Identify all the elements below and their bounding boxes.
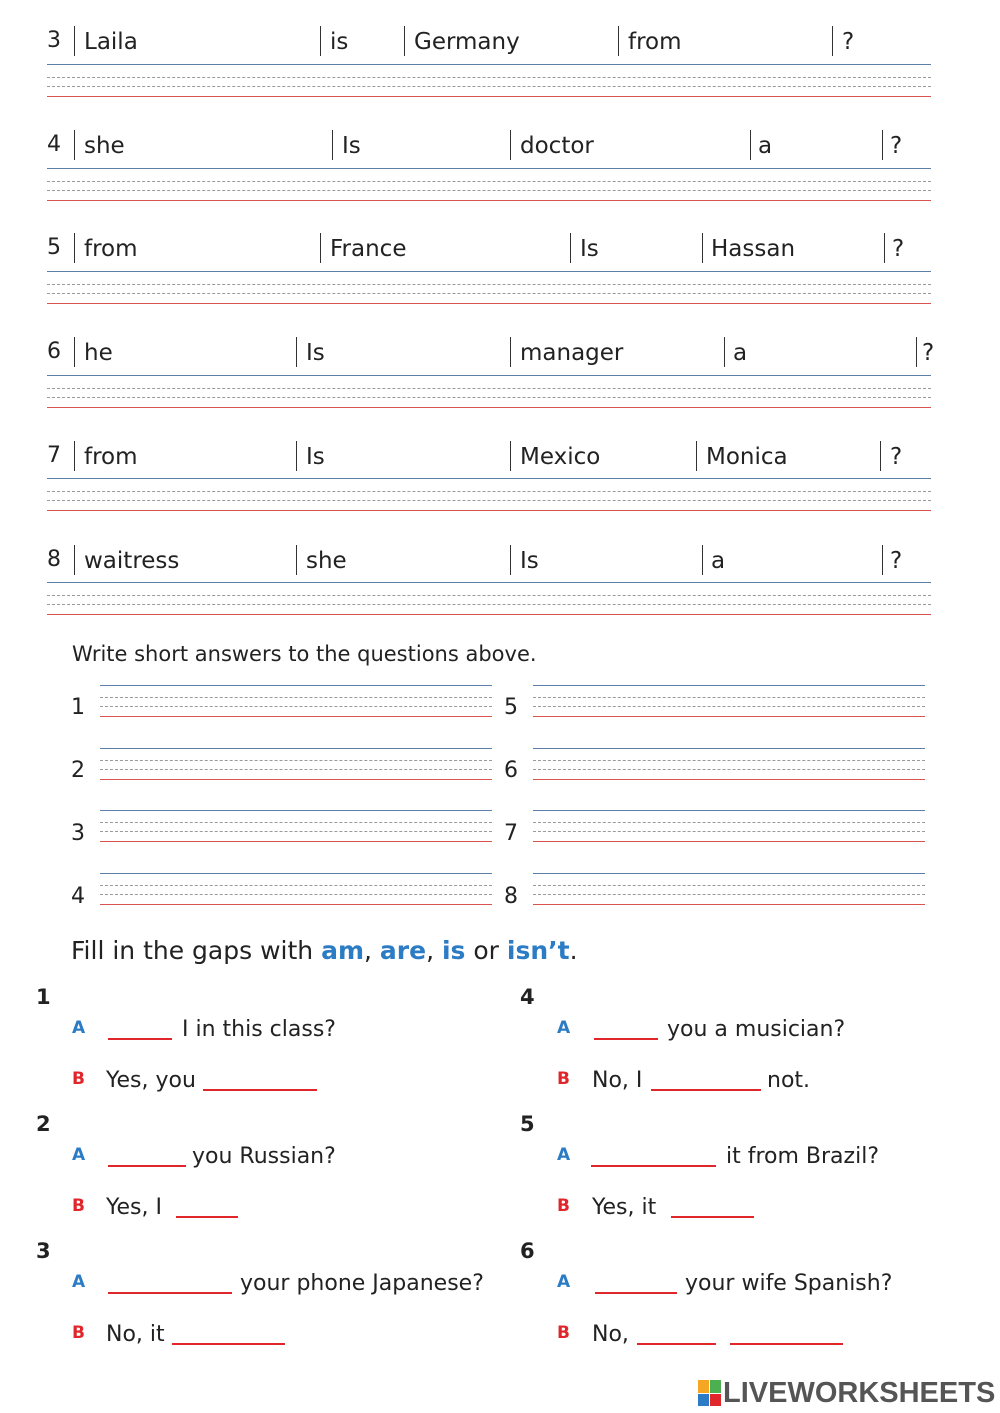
gap-1b[interactable]	[203, 1089, 317, 1091]
row-number: 8	[47, 547, 61, 572]
gap-5b[interactable]	[671, 1216, 754, 1218]
gap-4a[interactable]	[594, 1038, 658, 1040]
row-number: 6	[47, 339, 61, 364]
word-tile[interactable]: Is	[342, 133, 361, 159]
gap-input[interactable]	[591, 1141, 720, 1167]
word-tile[interactable]: France	[330, 236, 407, 262]
answer-number: 2	[71, 758, 85, 783]
word-tile[interactable]: ?	[890, 548, 903, 574]
gap-input[interactable]	[108, 1141, 190, 1167]
label-b: B	[72, 1069, 85, 1089]
row-number: 5	[47, 235, 61, 260]
word-tile[interactable]: a	[711, 548, 726, 574]
word-tile[interactable]: a	[733, 340, 748, 366]
row-number: 7	[47, 443, 61, 468]
logo-mark-icon	[698, 1380, 720, 1406]
word-tile[interactable]: Monica	[706, 444, 788, 470]
exercise-number: 1	[36, 985, 51, 1009]
word-tile[interactable]: Hassan	[711, 236, 796, 262]
word-tile[interactable]: a	[758, 133, 773, 159]
word-tile[interactable]: ?	[842, 29, 855, 55]
gap-input[interactable]	[595, 1268, 681, 1294]
keyword-is: is	[441, 936, 466, 965]
label-b: B	[557, 1196, 570, 1216]
word-tile[interactable]: Laila	[84, 29, 138, 55]
sentence-text: No, it	[106, 1322, 165, 1347]
label-a: A	[72, 1018, 86, 1038]
sentence-text: Yes, you	[106, 1068, 196, 1093]
word-tile[interactable]: from	[628, 29, 682, 55]
word-tile[interactable]: waitress	[84, 548, 180, 574]
sentence-text: No,	[592, 1322, 629, 1347]
answer-number: 3	[71, 821, 85, 846]
exercise-number: 3	[36, 1239, 51, 1263]
sentence-text: it from Brazil?	[726, 1144, 879, 1169]
answer-input-7[interactable]	[533, 815, 929, 843]
sentence-text: you a musician?	[667, 1017, 846, 1042]
gap-input[interactable]	[176, 1192, 242, 1218]
gap-input[interactable]	[594, 1014, 662, 1040]
answer-number: 1	[71, 695, 85, 720]
gap-4b[interactable]	[651, 1089, 761, 1091]
gap-6a[interactable]	[595, 1292, 677, 1294]
word-tile[interactable]: she	[306, 548, 347, 574]
word-tile[interactable]: Is	[580, 236, 599, 262]
word-tile[interactable]: she	[84, 133, 125, 159]
answer-input-3[interactable]	[100, 815, 496, 843]
gap-3b[interactable]	[172, 1343, 285, 1345]
word-tile[interactable]: doctor	[520, 133, 594, 159]
label-b: B	[557, 1323, 570, 1343]
keyword-am: am	[321, 936, 364, 965]
fill-gaps-title: Fill in the gaps with am, are, is or isn’t.	[71, 936, 578, 965]
answer-input-1[interactable]	[100, 690, 496, 718]
label-b: B	[72, 1196, 85, 1216]
gap-6b[interactable]	[637, 1343, 716, 1345]
word-tile[interactable]: ?	[890, 444, 903, 470]
answer-number: 7	[504, 821, 518, 846]
gap-6c[interactable]	[730, 1343, 843, 1345]
word-tile[interactable]: he	[84, 340, 113, 366]
gap-2b[interactable]	[176, 1216, 238, 1218]
gap-5a[interactable]	[591, 1165, 716, 1167]
gap-3a[interactable]	[108, 1292, 232, 1294]
word-tile[interactable]: Germany	[414, 29, 520, 55]
sentence-text: Yes, I	[106, 1195, 162, 1220]
sentence-text: your phone Japanese?	[240, 1271, 484, 1296]
short-answers-instruction: Write short answers to the questions above.	[72, 642, 537, 666]
exercise-number: 4	[520, 985, 535, 1009]
gap-input[interactable]	[108, 1014, 176, 1040]
word-tile[interactable]: Mexico	[520, 444, 601, 470]
answer-input-2[interactable]	[100, 753, 496, 781]
word-tile[interactable]: Is	[306, 340, 325, 366]
gap-input[interactable]	[108, 1268, 236, 1294]
word-tile[interactable]: ?	[890, 133, 903, 159]
exercise-number: 2	[36, 1112, 51, 1136]
row-number: 4	[47, 132, 61, 157]
answer-input-8[interactable]	[533, 878, 929, 906]
gap-input[interactable]	[671, 1192, 758, 1218]
label-a: A	[557, 1272, 571, 1292]
gap-input[interactable]	[651, 1065, 765, 1091]
label-b: B	[557, 1069, 570, 1089]
word-tile[interactable]: is	[330, 29, 349, 55]
gap-1a[interactable]	[108, 1038, 172, 1040]
label-a: A	[557, 1018, 571, 1038]
gap-input[interactable]	[172, 1319, 289, 1345]
sentence-text: not.	[767, 1068, 811, 1093]
sentence-text: I in this class?	[182, 1017, 336, 1042]
answer-number: 5	[504, 695, 518, 720]
answer-input-6[interactable]	[533, 753, 929, 781]
gap-input[interactable]	[637, 1319, 720, 1345]
label-a: A	[72, 1145, 86, 1165]
gap-input[interactable]	[730, 1319, 847, 1345]
answer-number: 6	[504, 758, 518, 783]
exercise-number: 6	[520, 1239, 535, 1263]
sentence-text: No, I	[592, 1068, 643, 1093]
sentence-text: your wife Spanish?	[685, 1271, 893, 1296]
row-number: 3	[47, 28, 61, 53]
answer-input-4[interactable]	[100, 878, 496, 906]
label-a: A	[557, 1145, 571, 1165]
word-tile[interactable]: from	[84, 444, 138, 470]
logo-text: LIVEWORKSHEETS	[723, 1376, 996, 1409]
sentence-text: you Russian?	[192, 1144, 336, 1169]
label-b: B	[72, 1323, 85, 1343]
sentence-text: Yes, it	[592, 1195, 657, 1220]
word-tile[interactable]: from	[84, 236, 138, 262]
gap-2a[interactable]	[108, 1165, 186, 1167]
word-tile[interactable]: manager	[520, 340, 624, 366]
word-tile[interactable]: ?	[922, 340, 935, 366]
liveworksheets-logo	[698, 1378, 995, 1408]
answer-number: 8	[504, 884, 518, 909]
word-tile[interactable]: ?	[892, 236, 905, 262]
word-tile[interactable]: Is	[306, 444, 325, 470]
word-tile[interactable]: Is	[520, 548, 539, 574]
answer-input-5[interactable]	[533, 690, 929, 718]
label-a: A	[72, 1272, 86, 1292]
answer-number: 4	[71, 884, 85, 909]
exercise-number: 5	[520, 1112, 535, 1136]
keyword-isnt: isn’t	[506, 936, 570, 965]
keyword-are: are	[379, 936, 427, 965]
gap-input[interactable]	[203, 1065, 321, 1091]
